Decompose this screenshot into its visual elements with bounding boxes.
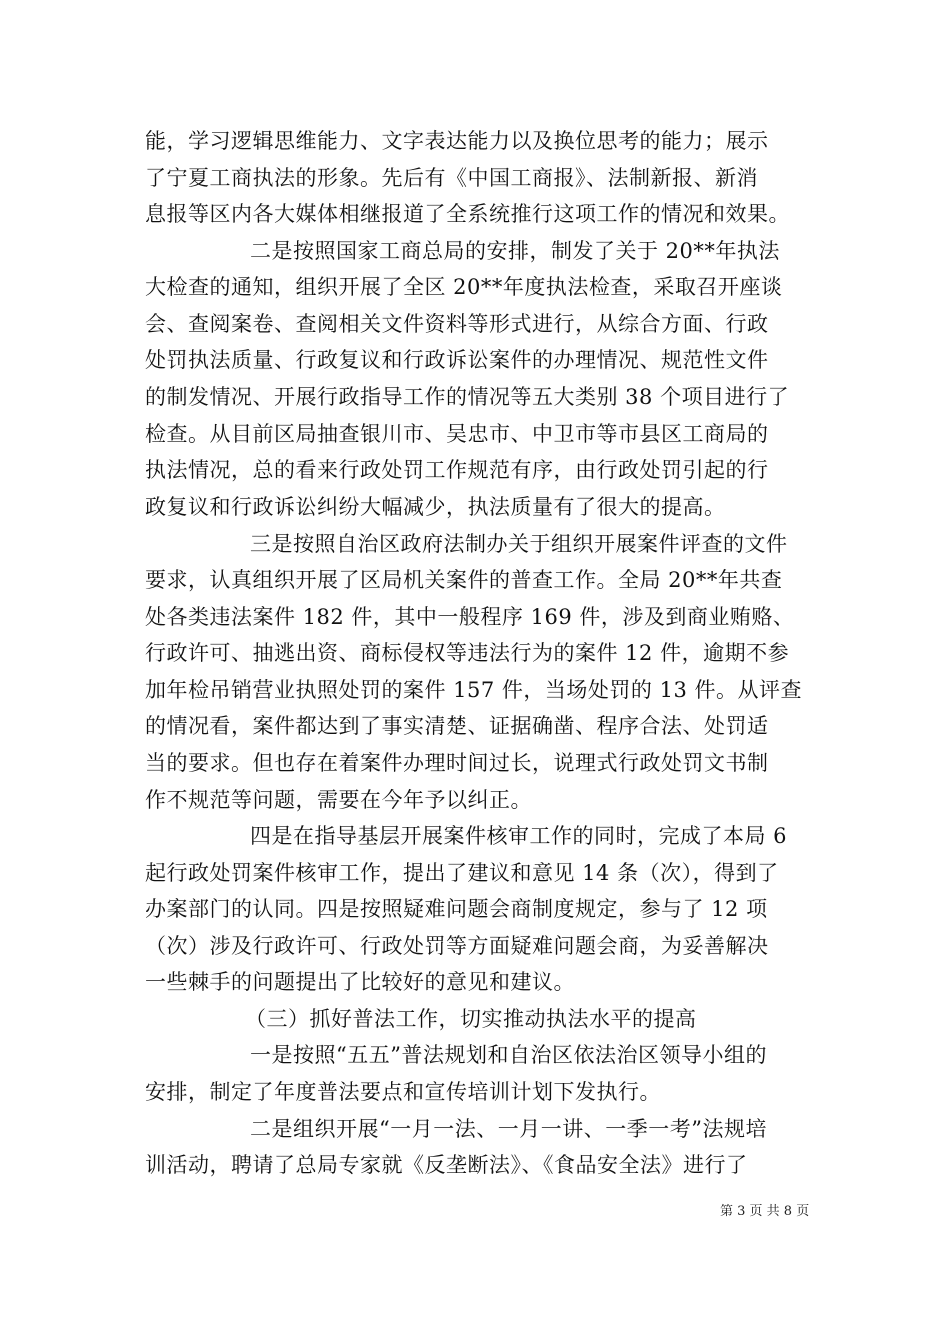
body-line: 息报等区内各大媒体相继报道了全系统推行这项工作的情况和效果。 — [145, 202, 790, 226]
body-line: 大检查的通知，组织开展了全区 20**年度执法检查，采取召开座谈 — [145, 275, 783, 299]
body-line: 加年检吊销营业执照处罚的案件 157 件，当场处罚的 13 件。从评查 — [145, 678, 803, 702]
body-line: 要求，认真组织开展了区局机关案件的普查工作。全局 20**年共查 — [145, 568, 783, 592]
body-line: 行政许可、抽逃出资、商标侵权等违法行为的案件 12 件，逾期不参 — [145, 641, 790, 665]
body-line: 办案部门的认同。四是按照疑难问题会商制度规定，参与了 12 项 — [145, 897, 768, 921]
paragraph-start-line: 三是按照自治区政府法制办关于组织开展案件评查的文件 — [250, 532, 788, 556]
paragraph-start-line: 四是在指导基层开展案件核审工作的同时，完成了本局 6 — [250, 824, 788, 848]
body-line: 会、查阅案卷、查阅相关文件资料等形式进行，从综合方面、行政 — [145, 312, 769, 336]
body-line: 执法情况，总的看来行政处罚工作规范有序，由行政处罚引起的行 — [145, 458, 769, 482]
body-line: 政复议和行政诉讼纠纷大幅减少，执法质量有了很大的提高。 — [145, 495, 726, 519]
body-line: 一些棘手的问题提出了比较好的意见和建议。 — [145, 970, 575, 994]
paragraph-start-line: 二是组织开展“一月一法、一月一讲、一季一考”法规培 — [250, 1117, 767, 1141]
body-line: 的制发情况、开展行政指导工作的情况等五大类别 38 个项目进行了 — [145, 385, 790, 409]
body-line: 处罚执法质量、行政复议和行政诉讼案件的办理情况、规范性文件 — [145, 348, 769, 372]
body-line: 安排，制定了年度普法要点和宣传培训计划下发执行。 — [145, 1080, 661, 1104]
body-line: 训活动，聘请了总局专家就《反垄断法》、《食品安全法》进行了 — [145, 1153, 748, 1177]
page-number: 第 3 页 共 8 页 — [720, 1204, 810, 1219]
section-heading: （三）抓好普法工作，切实推动执法水平的提高 — [245, 1007, 697, 1031]
body-line: 作不规范等问题，需要在今年予以纠正。 — [145, 788, 532, 812]
paragraph-start-line: 一是按照“五五”普法规划和自治区依法治区领导小组的 — [250, 1043, 767, 1067]
body-line: 起行政处罚案件核审工作，提出了建议和意见 14 条（次），得到了 — [145, 861, 779, 885]
body-line: 处各类违法案件 182 件，其中一般程序 169 件，涉及到商业贿赂、 — [145, 605, 795, 629]
body-line: （次）涉及行政许可、行政处罚等方面疑难问题会商，为妥善解决 — [145, 934, 769, 958]
body-line: 的情况看，案件都达到了事实清楚、证据确凿、程序合法、处罚适 — [145, 714, 769, 738]
body-line: 当的要求。但也存在着案件办理时间过长，说理式行政处罚文书制 — [145, 751, 769, 775]
paragraph-start-line: 二是按照国家工商总局的安排，制发了关于 20**年执法 — [250, 239, 780, 263]
body-line: 了宁夏工商执法的形象。先后有《中国工商报》、法制新报、新消 — [145, 166, 758, 190]
body-line: 能，学习逻辑思维能力、文字表达能力以及换位思考的能力；展示 — [145, 129, 769, 153]
body-line: 检查。从目前区局抽查银川市、吴忠市、中卫市等市县区工商局的 — [145, 422, 769, 446]
